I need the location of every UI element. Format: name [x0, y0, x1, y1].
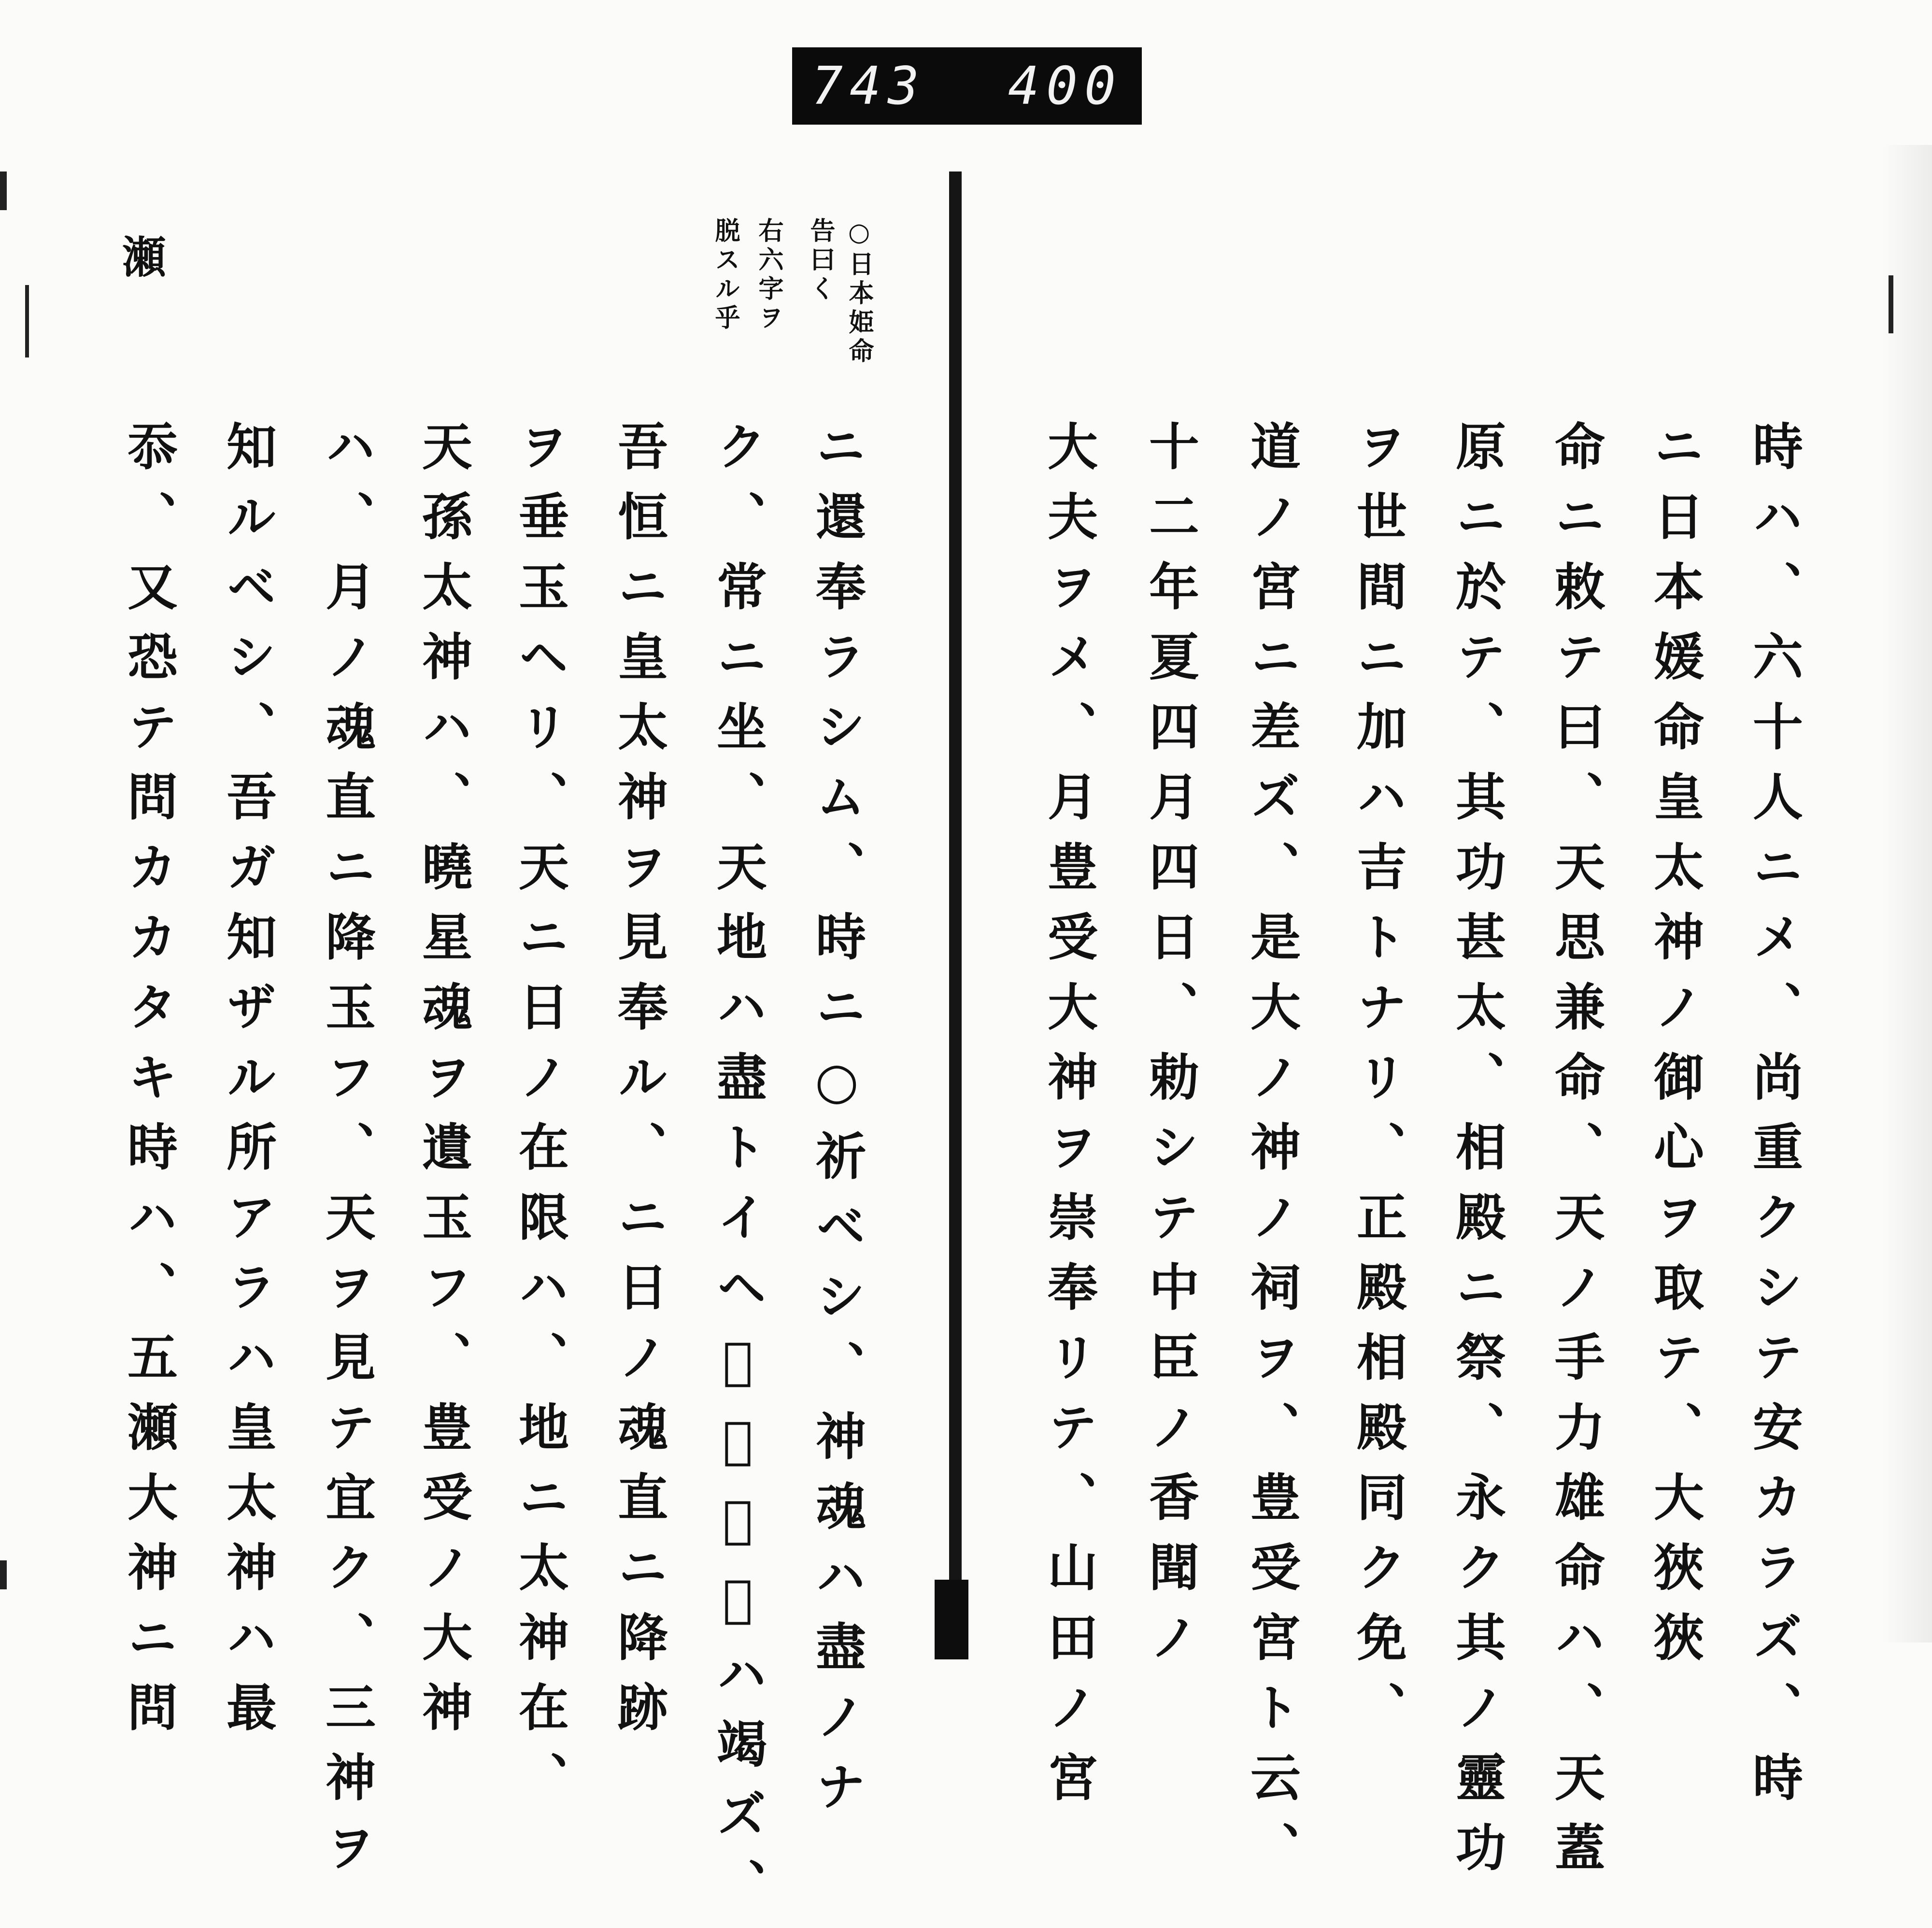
right-page-column-3: 命ニ敕テ曰、天思兼命、天ノ手力雄命ハ、天蓋 [1546, 420, 1605, 1891]
left-page-column-7: 知ルベシ、吾ガ知ザル所アラハ皇太神ハ最 [218, 420, 277, 1751]
right-page-column-5: ヲ世間ニ加ハ吉トナリ、正殿相殿同ク免、 [1348, 420, 1407, 1751]
left-page-column-1: ニ還奉ラシム、時ニ○祈ベシ、神魂ハ盡ノナ [807, 420, 867, 1830]
left-page-column-4: ヲ垂玉ヘリ、天ニ日ノ在限ハ、地ニ太神在、 [510, 420, 569, 1821]
gutter-shadow-block [935, 1580, 968, 1659]
left-page-column-2: ク、常ニ坐、天地ハ盡トイヘ𪜈、神魂ハ竭ズ、 [708, 420, 767, 1928]
left-note-line-2: 告曰く [806, 217, 835, 304]
left-page-column-3: 吾恒ニ皇太神ヲ見奉ル、ニ日ノ魂直ニ降跡 [609, 420, 668, 1751]
left-edge-mark-top [0, 171, 7, 210]
right-page-column-4: 原ニ於テ、其功甚太、相殿ニ祭、永ク其ノ靈功 [1447, 420, 1506, 1891]
left-page-column-6: ハ、月ノ魂直ニ降玉フ、天ヲ見テ宜ク、三神ヲ [317, 420, 376, 1891]
left-note-line-4: 脱スル乎 [710, 217, 740, 333]
left-page-header: 瀬 [114, 234, 166, 278]
left-note-line-3: 右六字ヲ [754, 217, 783, 333]
right-page-edge [1881, 145, 1932, 1642]
right-page-column-2: ニ日本媛命皇太神ノ御心ヲ取テ、大狹狹 [1645, 420, 1705, 1681]
left-page-column-8: 忝、又恐テ問カカタキ時ハ、五瀬大神ニ問 [119, 420, 178, 1751]
right-page-column-8: 大夫ヲメ、月豊受大神ヲ崇奉リテ、山田ノ宮 [1039, 420, 1098, 1821]
frame-number-right: 400 [1008, 56, 1122, 116]
left-edge-mark-bottom [0, 1560, 7, 1589]
frame-number-left: 743 [811, 56, 926, 116]
left-page-column-5: 天孫太神ハ、曉星魂ヲ遺玉フ、豊受ノ大神 [413, 420, 473, 1751]
frame-number-label [792, 47, 1142, 125]
right-page-column-6: 道ノ宮ニ差ズ、是大ノ神ノ祠ヲ、豊受宮ト云、 [1242, 420, 1301, 1891]
right-page-column-7: 十二年夏四月四日、勅シテ中臣ノ香聞ノ [1140, 420, 1200, 1681]
binding-gutter [949, 171, 962, 1659]
left-edge-mark-mid [25, 285, 29, 357]
right-page-column-1: 時ハ、六十人ニメ、尚重クシテ安カラズ、時 [1744, 420, 1804, 1821]
left-note-line-1: ○日本姫命 [844, 217, 874, 367]
